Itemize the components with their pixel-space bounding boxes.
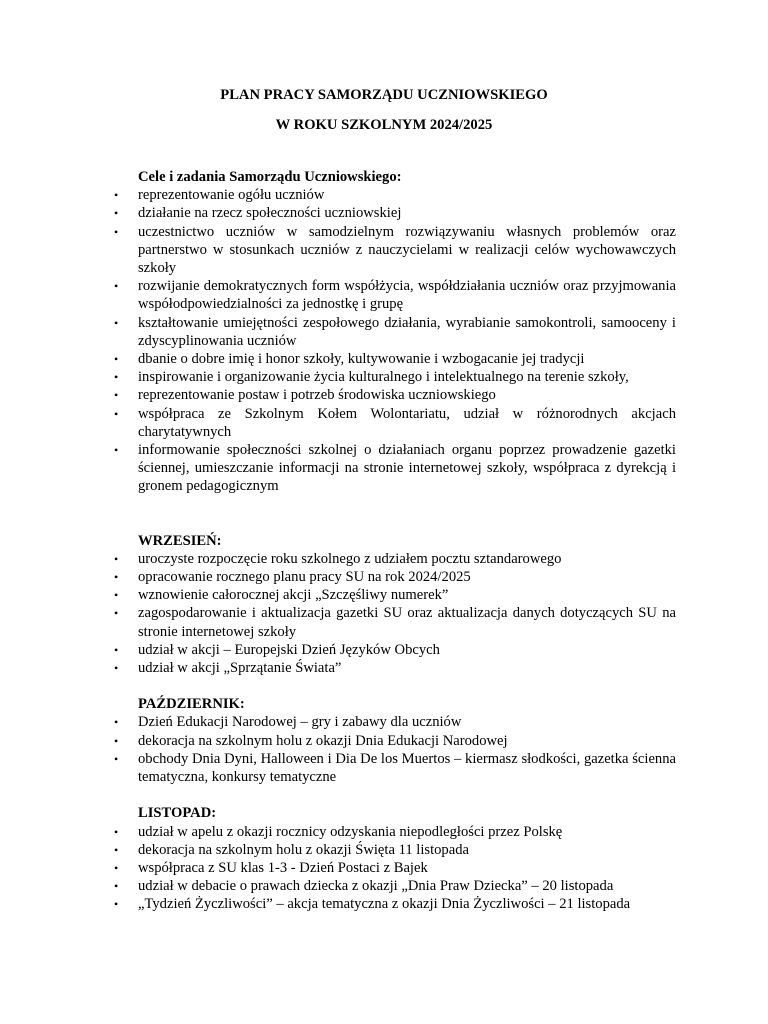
bullet-icon: • bbox=[114, 388, 119, 403]
list-item bbox=[113, 568, 676, 586]
bullet-icon: • bbox=[114, 570, 119, 585]
bullet-icon: • bbox=[114, 733, 119, 748]
bullet-icon: • bbox=[114, 352, 119, 367]
list-item bbox=[113, 223, 676, 278]
bullet-icon: • bbox=[114, 188, 119, 203]
list-item bbox=[113, 732, 676, 750]
bullet-icon: • bbox=[114, 879, 119, 894]
list-item-text: inspirowanie i organizowanie życia kulturalnego i intelektualnego na terenie szkoły, bbox=[138, 369, 629, 386]
list-item-text: obchody Dnia Dyni, Halloween i Dia De los Muertos – kiermasz słodkości, gazetka ścienna tematyczna, konkursy tematyczne bbox=[138, 750, 676, 786]
list-item-text: zagospodarowanie i aktualizacja gazetki SU oraz aktualizacja danych dotyczących SU na stronie internetowej szkoły bbox=[138, 605, 676, 640]
goals-list bbox=[113, 186, 676, 495]
october-heading: PAŹDZIERNIK: bbox=[138, 696, 245, 713]
section-spacer bbox=[113, 786, 676, 804]
list-item-text: rozwijanie demokratycznych form współżycia, współdziałania uczniów oraz przyjmowania współodpowiedzialności za jednostkę i grupę bbox=[138, 278, 676, 313]
bullet-icon: • bbox=[114, 279, 119, 294]
list-item-text: dbanie o dobre imię i honor szkoły, kultywowanie i wzbogacanie jej tradycji bbox=[138, 351, 585, 368]
bullet-icon: • bbox=[114, 842, 119, 857]
list-item-text: „Tydzień Życzliwości” – akcja tematyczna z okazji Dnia Życzliwości – 21 listopada bbox=[138, 896, 631, 913]
list-item bbox=[113, 405, 676, 441]
bullet-icon: • bbox=[114, 206, 119, 221]
goals-heading: Cele i zadania Samorządu Uczniowskiego: bbox=[138, 169, 402, 185]
list-item bbox=[113, 877, 676, 895]
list-item-text: współpraca z SU klas 1-3 - Dzień Postaci z Bajek bbox=[138, 859, 428, 876]
list-item bbox=[113, 314, 676, 350]
bullet-icon: • bbox=[114, 642, 119, 657]
list-item-text: udział w akcji – Europejski Dzień Języków Obcych bbox=[138, 641, 440, 658]
september-list bbox=[113, 550, 676, 677]
list-item bbox=[113, 604, 676, 640]
section-spacer bbox=[113, 496, 676, 532]
november-list bbox=[113, 823, 676, 914]
list-item bbox=[113, 659, 676, 677]
list-item bbox=[113, 713, 676, 731]
list-item bbox=[113, 186, 676, 204]
list-item-text: Dzień Edukacji Narodowej – gry i zabawy dla uczniów bbox=[138, 714, 462, 731]
list-item bbox=[113, 895, 676, 913]
list-item-text: udział w debacie o prawach dziecka z okazji „Dnia Praw Dziecka” – 20 listopada bbox=[138, 878, 614, 895]
list-item bbox=[113, 859, 676, 877]
list-item-text: reprezentowanie ogółu uczniów bbox=[138, 187, 325, 204]
list-item-text: współpraca ze Szkolnym Kołem Wolontariatu, udział w różnorodnych akcjach charytatywnych bbox=[138, 405, 676, 440]
list-item-text: udział w akcji „Sprzątanie Świata” bbox=[138, 660, 342, 677]
document-body bbox=[113, 168, 676, 914]
document-title: PLAN PRACY SAMORZĄDU UCZNIOWSKIEGO bbox=[220, 87, 548, 103]
list-item bbox=[113, 750, 676, 786]
document-subtitle: W ROKU SZKOLNYM 2024/2025 bbox=[275, 117, 493, 133]
bullet-icon: • bbox=[114, 860, 119, 875]
list-item bbox=[113, 641, 676, 659]
bullet-icon: • bbox=[114, 661, 119, 676]
list-item bbox=[113, 204, 676, 222]
bullet-icon: • bbox=[114, 370, 119, 385]
bullet-icon: • bbox=[114, 751, 119, 766]
list-item bbox=[113, 350, 676, 368]
list-item-text: wznowienie całorocznej akcji „Szczęśliwy numerek” bbox=[138, 587, 449, 604]
bullet-icon: • bbox=[114, 443, 119, 458]
bullet-icon: • bbox=[114, 715, 119, 730]
list-item-text: udział w apelu z okazji rocznicy odzyskania niepodległości przez Polskę bbox=[138, 823, 563, 840]
list-item bbox=[113, 823, 676, 841]
bullet-icon: • bbox=[114, 551, 119, 566]
list-item bbox=[113, 277, 676, 313]
list-item bbox=[113, 386, 676, 404]
bullet-icon: • bbox=[114, 224, 119, 239]
list-item bbox=[113, 368, 676, 386]
september-heading: WRZESIEŃ: bbox=[138, 532, 222, 549]
list-item bbox=[113, 550, 676, 568]
november-heading: LISTOPAD: bbox=[138, 805, 217, 822]
bullet-icon: • bbox=[114, 406, 119, 421]
list-item-text: uroczyste rozpoczęcie roku szkolnego z udziałem pocztu sztandarowego bbox=[138, 550, 562, 567]
bullet-icon: • bbox=[114, 588, 119, 603]
list-item-text: dekoracja na szkolnym holu z okazji Święta 11 listopada bbox=[138, 841, 469, 858]
bullet-icon: • bbox=[114, 315, 119, 330]
list-item bbox=[113, 841, 676, 859]
list-item-text: opracowanie rocznego planu pracy SU na rok 2024/2025 bbox=[138, 569, 471, 586]
bullet-icon: • bbox=[114, 606, 119, 621]
section-spacer bbox=[113, 677, 676, 695]
list-item-text: działanie na rzecz społeczności uczniowskiej bbox=[138, 205, 402, 222]
list-item-text: reprezentowanie postaw i potrzeb środowiska uczniowskiego bbox=[138, 387, 496, 404]
list-item-text: informowanie społeczności szkolnej o działaniach organu poprzez prowadzenie gazetki ściennej, umieszczanie informacji na stronie internetowej szkoły, współpraca z dyrekcją i gronem pedagogicznym bbox=[138, 442, 676, 495]
bullet-icon: • bbox=[114, 824, 119, 839]
list-item bbox=[113, 441, 676, 496]
bullet-icon: • bbox=[114, 897, 119, 912]
october-list bbox=[113, 713, 676, 786]
list-item bbox=[113, 586, 676, 604]
list-item-text: dekoracja na szkolnym holu z okazji Dnia Edukacji Narodowej bbox=[138, 732, 508, 749]
list-item-text: kształtowanie umiejętności zespołowego działania, wyrabianie samokontroli, samooceny i zdyscyplinowania uczniów bbox=[138, 314, 676, 349]
list-item-text: uczestnictwo uczniów w samodzielnym rozwiązywaniu własnych problemów oraz partnerstwo w stosunkach uczniów z nauczycielami w realizacji celów wychowawczych szkoły bbox=[138, 223, 676, 277]
